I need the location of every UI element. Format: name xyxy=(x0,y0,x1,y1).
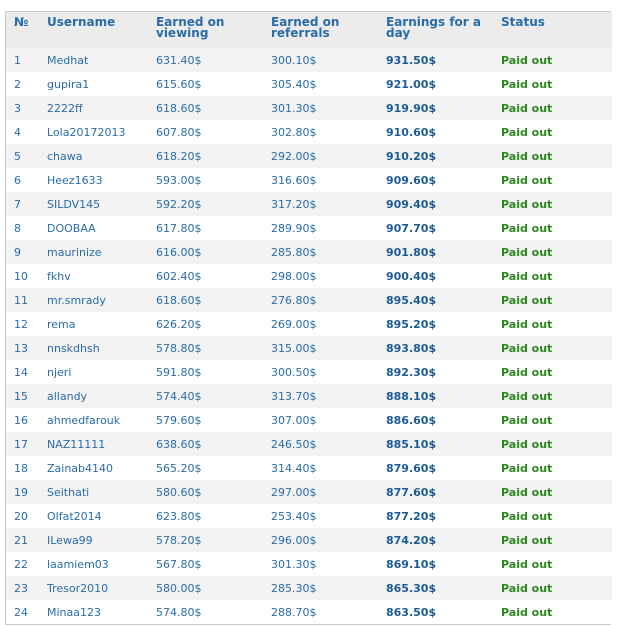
row-earned-referrals: 297.00$ xyxy=(271,485,317,499)
row-username: Olfat2014 xyxy=(47,509,102,523)
row-username: Lola20172013 xyxy=(47,125,126,139)
row-number: 11 xyxy=(14,293,28,307)
table-row xyxy=(6,384,612,408)
row-earnings-day: 931.50$ xyxy=(386,53,437,67)
row-status: Paid out xyxy=(501,389,553,403)
row-earned-viewing: 578.80$ xyxy=(156,341,202,355)
row-username: maurinize xyxy=(47,245,102,259)
row-username: gupira1 xyxy=(47,77,90,91)
row-earned-viewing: 592.20$ xyxy=(156,197,202,211)
row-earned-referrals: 296.00$ xyxy=(271,533,317,547)
row-earnings-day: 879.60$ xyxy=(386,461,437,475)
table-row xyxy=(6,528,612,552)
row-username: fkhv xyxy=(47,269,71,283)
row-earned-viewing: 615.60$ xyxy=(156,77,202,91)
row-earned-viewing: 607.80$ xyxy=(156,125,202,139)
row-earned-viewing: 565.20$ xyxy=(156,461,202,475)
row-status: Paid out xyxy=(501,53,553,67)
row-earned-viewing: 580.60$ xyxy=(156,485,202,499)
row-status: Paid out xyxy=(501,485,553,499)
header-number: № xyxy=(14,15,29,29)
row-number: 17 xyxy=(14,437,28,451)
row-status: Paid out xyxy=(501,317,553,331)
row-number: 20 xyxy=(14,509,28,523)
row-status: Paid out xyxy=(501,341,553,355)
row-earnings-day: 886.60$ xyxy=(386,413,437,427)
row-earnings-day: 910.20$ xyxy=(386,149,437,163)
row-earned-referrals: 315.00$ xyxy=(271,341,317,355)
table-row xyxy=(6,96,612,120)
row-status: Paid out xyxy=(501,413,553,427)
row-earned-referrals: 285.80$ xyxy=(271,245,317,259)
table-row xyxy=(6,264,612,288)
table-row xyxy=(6,600,612,624)
row-number: 14 xyxy=(14,365,28,379)
row-username: nnskdhsh xyxy=(47,341,100,355)
row-earned-viewing: 593.00$ xyxy=(156,173,202,187)
row-number: 4 xyxy=(14,125,21,139)
table-row xyxy=(6,240,612,264)
row-earned-referrals: 253.40$ xyxy=(271,509,317,523)
table-header-row xyxy=(6,12,612,48)
row-earnings-day: 877.60$ xyxy=(386,485,437,499)
row-earned-viewing: 574.40$ xyxy=(156,389,202,403)
row-earned-referrals: 292.00$ xyxy=(271,149,317,163)
row-earnings-day: 885.10$ xyxy=(386,437,437,451)
table-row xyxy=(6,120,612,144)
table-row xyxy=(6,576,612,600)
row-earned-viewing: 591.80$ xyxy=(156,365,202,379)
row-status: Paid out xyxy=(501,77,553,91)
row-earned-referrals: 314.40$ xyxy=(271,461,317,475)
row-earned-referrals: 276.80$ xyxy=(271,293,317,307)
row-username: Zainab4140 xyxy=(47,461,114,475)
table-row xyxy=(6,408,612,432)
row-username: chawa xyxy=(47,149,83,163)
row-earnings-day: 874.20$ xyxy=(386,533,437,547)
row-earned-referrals: 302.80$ xyxy=(271,125,317,139)
row-status: Paid out xyxy=(501,125,553,139)
row-earned-viewing: 618.60$ xyxy=(156,293,202,307)
row-number: 2 xyxy=(14,77,21,91)
table-row xyxy=(6,312,612,336)
row-username: laamiem03 xyxy=(47,557,109,571)
row-earned-referrals: 300.10$ xyxy=(271,53,317,67)
row-earnings-day: 888.10$ xyxy=(386,389,437,403)
row-status: Paid out xyxy=(501,173,553,187)
row-earned-referrals: 300.50$ xyxy=(271,365,317,379)
row-status: Paid out xyxy=(501,269,553,283)
table-row xyxy=(6,336,612,360)
table-row xyxy=(6,72,612,96)
row-earnings-day: 901.80$ xyxy=(386,245,437,259)
row-status: Paid out xyxy=(501,197,553,211)
header-status: Status xyxy=(501,15,545,29)
header-username: Username xyxy=(47,15,116,29)
row-username: Minaa123 xyxy=(47,605,101,619)
row-username: DOOBAA xyxy=(47,221,96,235)
row-earnings-day: 919.90$ xyxy=(386,101,437,115)
row-earnings-day: 865.30$ xyxy=(386,581,437,595)
row-number: 12 xyxy=(14,317,28,331)
table-row xyxy=(6,168,612,192)
row-status: Paid out xyxy=(501,461,553,475)
row-number: 15 xyxy=(14,389,28,403)
row-earned-viewing: 623.80$ xyxy=(156,509,202,523)
row-earned-viewing: 579.60$ xyxy=(156,413,202,427)
row-username: Medhat xyxy=(47,53,89,67)
row-username: 2222ff xyxy=(47,101,83,115)
table-body xyxy=(6,48,612,624)
row-status: Paid out xyxy=(501,221,553,235)
row-earned-viewing: 638.60$ xyxy=(156,437,202,451)
table-row xyxy=(6,456,612,480)
row-earned-referrals: 298.00$ xyxy=(271,269,317,283)
table-row xyxy=(6,432,612,456)
row-status: Paid out xyxy=(501,149,553,163)
row-number: 23 xyxy=(14,581,28,595)
row-earned-viewing: 578.20$ xyxy=(156,533,202,547)
row-username: SILDV145 xyxy=(47,197,101,211)
row-username: Tresor2010 xyxy=(47,581,109,595)
row-earnings-day: 910.60$ xyxy=(386,125,437,139)
row-status: Paid out xyxy=(501,365,553,379)
row-number: 9 xyxy=(14,245,21,259)
row-earned-viewing: 616.00$ xyxy=(156,245,202,259)
row-status: Paid out xyxy=(501,509,553,523)
row-earned-viewing: 626.20$ xyxy=(156,317,202,331)
row-earned-referrals: 317.20$ xyxy=(271,197,317,211)
row-earnings-day: 909.40$ xyxy=(386,197,437,211)
row-number: 16 xyxy=(14,413,28,427)
row-earned-viewing: 617.80$ xyxy=(156,221,202,235)
row-number: 22 xyxy=(14,557,28,571)
row-earned-viewing: 580.00$ xyxy=(156,581,202,595)
row-earnings-day: 895.40$ xyxy=(386,293,437,307)
row-earnings-day: 893.80$ xyxy=(386,341,437,355)
row-earned-viewing: 631.40$ xyxy=(156,53,202,67)
row-username: NAZ11111 xyxy=(47,437,106,451)
row-earned-referrals: 305.40$ xyxy=(271,77,317,91)
row-earnings-day: 907.70$ xyxy=(386,221,437,235)
row-earned-referrals: 307.00$ xyxy=(271,413,317,427)
row-username: mr.smrady xyxy=(47,293,106,307)
row-earned-referrals: 313.70$ xyxy=(271,389,317,403)
row-number: 1 xyxy=(14,53,21,67)
row-earned-referrals: 269.00$ xyxy=(271,317,317,331)
earnings-table xyxy=(6,12,612,624)
row-username: Seithati xyxy=(47,485,90,499)
table-row xyxy=(6,48,612,72)
row-number: 6 xyxy=(14,173,21,187)
row-status: Paid out xyxy=(501,101,553,115)
table-row xyxy=(6,216,612,240)
row-status: Paid out xyxy=(501,557,553,571)
row-number: 24 xyxy=(14,605,28,619)
row-number: 3 xyxy=(14,101,21,115)
row-number: 5 xyxy=(14,149,21,163)
row-earned-referrals: 285.30$ xyxy=(271,581,317,595)
row-status: Paid out xyxy=(501,245,553,259)
row-earned-referrals: 289.90$ xyxy=(271,221,317,235)
table-row xyxy=(6,504,612,528)
row-status: Paid out xyxy=(501,605,553,619)
row-earnings-day: 869.10$ xyxy=(386,557,437,571)
row-number: 7 xyxy=(14,197,21,211)
row-username: ILewa99 xyxy=(47,533,93,547)
header-earned-referrals: Earned on referrals xyxy=(271,15,340,40)
row-number: 19 xyxy=(14,485,28,499)
row-earnings-day: 892.30$ xyxy=(386,365,437,379)
row-earnings-day: 921.00$ xyxy=(386,77,437,91)
row-number: 21 xyxy=(14,533,28,547)
row-username: rema xyxy=(47,317,76,331)
row-earnings-day: 877.20$ xyxy=(386,509,437,523)
row-status: Paid out xyxy=(501,437,553,451)
row-earned-referrals: 316.60$ xyxy=(271,173,317,187)
row-status: Paid out xyxy=(501,293,553,307)
table-row xyxy=(6,360,612,384)
row-number: 8 xyxy=(14,221,21,235)
row-username: ahmedfarouk xyxy=(47,413,121,427)
row-status: Paid out xyxy=(501,533,553,547)
row-number: 18 xyxy=(14,461,28,475)
row-earned-viewing: 567.80$ xyxy=(156,557,202,571)
header-earned-viewing: Earned on viewing xyxy=(156,15,225,40)
row-earned-viewing: 618.20$ xyxy=(156,149,202,163)
table-row xyxy=(6,480,612,504)
row-number: 13 xyxy=(14,341,28,355)
row-earned-referrals: 246.50$ xyxy=(271,437,317,451)
row-earnings-day: 863.50$ xyxy=(386,605,437,619)
header-earnings-day: Earnings for a day xyxy=(386,15,481,40)
row-earned-referrals: 301.30$ xyxy=(271,557,317,571)
row-username: allandy xyxy=(47,389,88,403)
table-row xyxy=(6,144,612,168)
row-earnings-day: 900.40$ xyxy=(386,269,437,283)
row-username: Heez1633 xyxy=(47,173,103,187)
row-earned-viewing: 618.60$ xyxy=(156,101,202,115)
row-earned-referrals: 301.30$ xyxy=(271,101,317,115)
row-earnings-day: 895.20$ xyxy=(386,317,437,331)
row-earnings-day: 909.60$ xyxy=(386,173,437,187)
table-row xyxy=(6,552,612,576)
table-row xyxy=(6,288,612,312)
row-earned-viewing: 574.80$ xyxy=(156,605,202,619)
row-username: njeri xyxy=(47,365,72,379)
row-status: Paid out xyxy=(501,581,553,595)
earnings-table-panel xyxy=(5,11,611,625)
table-row xyxy=(6,192,612,216)
row-earned-referrals: 288.70$ xyxy=(271,605,317,619)
row-earned-viewing: 602.40$ xyxy=(156,269,202,283)
row-number: 10 xyxy=(14,269,28,283)
